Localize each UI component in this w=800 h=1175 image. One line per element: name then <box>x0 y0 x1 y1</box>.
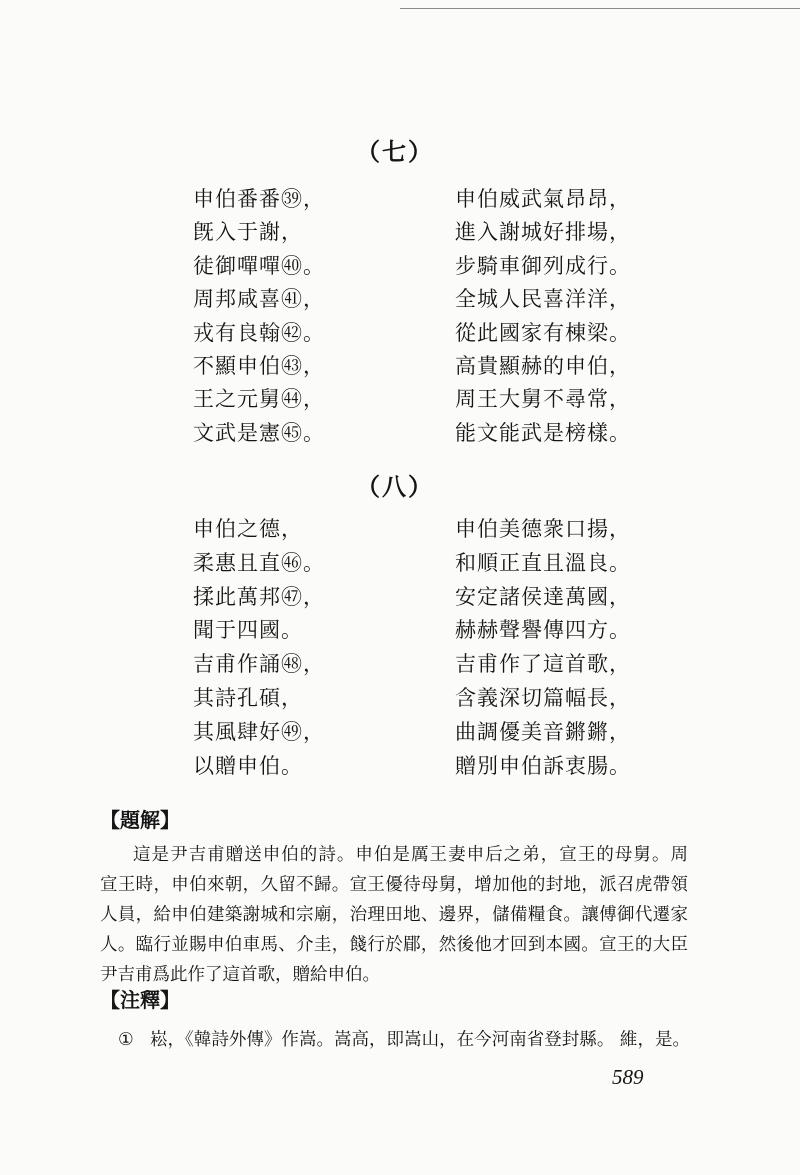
poem-row <box>0 581 800 615</box>
original-line: 王之元舅㊹， <box>193 387 325 412</box>
footnote-number: ① <box>118 1030 134 1050</box>
poem-row <box>0 283 800 316</box>
translation-line: 曲調優美音鏘鏘， <box>455 719 631 744</box>
section-label: （八） <box>356 472 434 501</box>
poem-row <box>0 417 800 450</box>
translation-line: 安定諸侯達萬國， <box>455 584 631 609</box>
footnote-text: 崧，《韓詩外傳》作嵩。嵩高，即嵩山，在今河南省登封縣。 維，是。 <box>150 1030 690 1050</box>
poem-row <box>0 250 800 283</box>
original-line: 其風肆好㊾， <box>193 719 325 744</box>
original-line: 揉此萬邦㊼， <box>193 584 325 609</box>
original-line: 柔惠且直㊻。 <box>193 550 325 575</box>
translation-line: 進入謝城好排場， <box>455 220 631 245</box>
translation-line: 赫赫聲譽傳四方。 <box>455 618 631 643</box>
paragraph-line: 尹吉甫爲此作了這首歌，贈給申伯。 <box>100 965 380 985</box>
poem-row <box>0 716 800 750</box>
original-line: 其詩孔碩， <box>193 685 303 710</box>
paragraph-line: 這是尹吉甫贈送申伯的詩。申伯是厲王妻申后之弟，宣王的母舅。周 <box>133 845 688 865</box>
poem-section <box>0 513 800 783</box>
original-line: 吉甫作誦㊽， <box>193 652 325 677</box>
original-line: 文武是憲㊺。 <box>193 420 325 445</box>
top-rule <box>400 8 800 9</box>
tijie-heading: 【題解】 <box>100 808 180 832</box>
translation-line: 全城人民喜洋洋， <box>455 287 631 312</box>
original-line: 以贈申伯。 <box>193 753 303 778</box>
translation-line: 和順正直且溫良。 <box>455 550 631 575</box>
translation-line: 申伯威武氣昂昂， <box>455 187 631 211</box>
original-line: 戎有良翰㊷。 <box>193 320 325 345</box>
poem-row <box>0 317 800 350</box>
poem-section <box>0 183 800 450</box>
poem-row <box>0 183 800 216</box>
original-line: 旣入于謝， <box>193 220 303 245</box>
translation-line: 含義深切篇幅長， <box>455 685 631 710</box>
translation-line: 申伯美德衆口揚， <box>455 517 631 541</box>
poem-row <box>0 216 800 249</box>
original-line: 不顯申伯㊸， <box>193 353 325 378</box>
translation-line: 高貴顯赫的申伯， <box>455 353 631 378</box>
translation-line: 吉甫作了這首歌， <box>455 652 631 677</box>
translation-line: 贈別申伯訴衷腸。 <box>455 753 631 778</box>
translation-line: 能文能武是榜樣。 <box>455 420 631 445</box>
paragraph-line: 人。臨行並賜申伯車馬、介圭，餞行於郿，然後他才回到本國。宣王的大臣 <box>100 935 688 955</box>
poem-row <box>0 383 800 416</box>
poem-row <box>0 350 800 383</box>
translation-line: 步騎車御列成行。 <box>455 253 631 278</box>
poem-row <box>0 750 800 784</box>
original-line: 徒御嘽嘽㊵。 <box>193 253 325 278</box>
original-line: 申伯番番㊴， <box>193 187 325 211</box>
translation-line: 周王大舅不尋常， <box>455 387 631 412</box>
original-line: 周邦咸喜㊶， <box>193 287 325 312</box>
poem-row <box>0 648 800 682</box>
paragraph-line: 宣王時，申伯來朝，久留不歸。宣王優待母舅，增加他的封地，派召虎帶領 <box>100 875 688 895</box>
translation-line: 從此國家有棟梁。 <box>455 320 631 345</box>
paragraph-line: 人員，給申伯建築謝城和宗廟，治理田地、邊界，儲備糧食。讓傅御代遷家 <box>100 905 688 925</box>
page-number: 589 <box>612 1065 644 1089</box>
poem-row <box>0 682 800 716</box>
tijie-paragraph <box>100 840 688 990</box>
footnote <box>118 1025 690 1055</box>
original-line: 申伯之德， <box>193 517 303 541</box>
section-label: （七） <box>356 137 434 166</box>
poem-row <box>0 614 800 648</box>
zhushi-heading: 【注釋】 <box>100 988 180 1012</box>
poem-row <box>0 513 800 547</box>
original-line: 聞于四國。 <box>193 618 303 643</box>
poem-row <box>0 547 800 581</box>
